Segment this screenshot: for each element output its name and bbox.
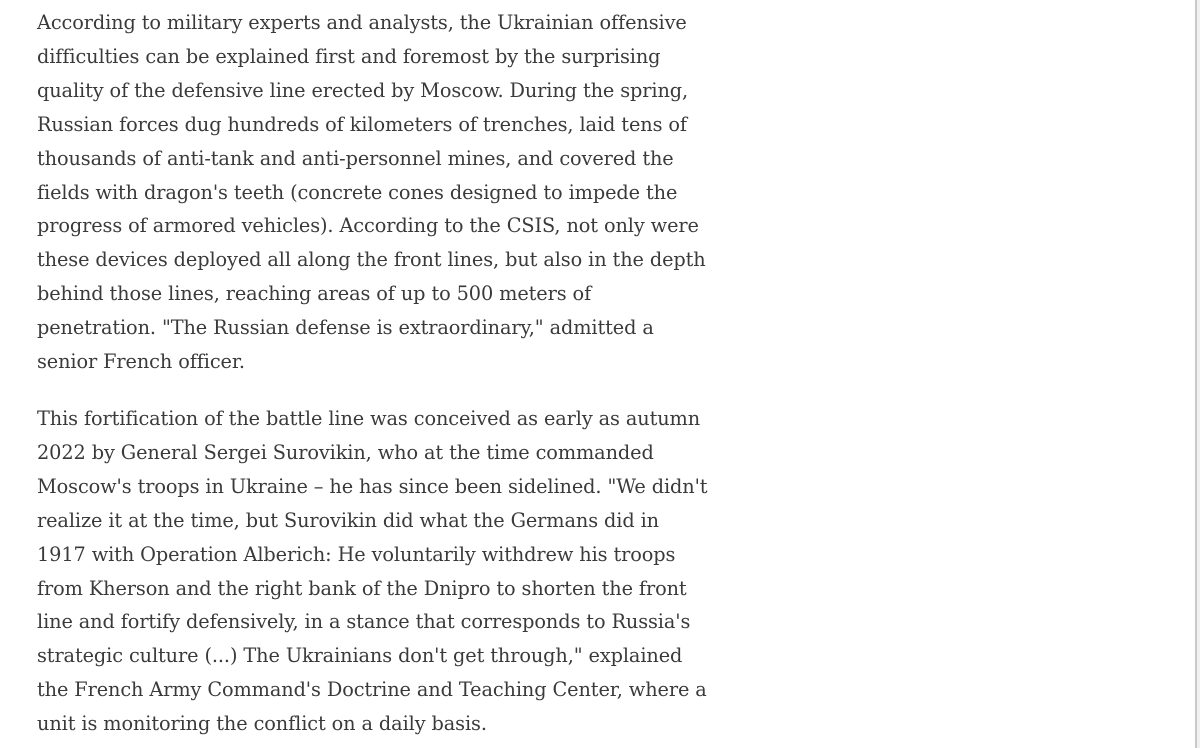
scrollbar-edge[interactable] — [1195, 0, 1197, 748]
article-paragraph-1: According to military experts and analysts, the Ukrainian offensive difficulties can be explained first and foremost by the surprising quality of the defensive line erected by Moscow. During the spring, Russian forces dug hundreds of kilometers of trenches, laid tens of thousands of anti-tank and anti-personnel mines, and covered the fields with dragon's teeth (concrete cones designed to impede the progress of armored vehicles). According to the CSIS, not only were these devices deployed all along the front lines, but also in the depth behind those lines, reaching areas of up to 500 meters of penetration. "The Russian defense is extraordinary," admitted a senior French officer. — [37, 11, 706, 374]
article-paragraph-2: This fortification of the battle line was conceived as early as autumn 2022 by General Sergei Surovikin, who at the time commanded Moscow's troops in Ukraine – he has since been sidelined. "We didn't realize it at the time, but Surovikin did what the Germans did in 1917 with Operation Alberich: He voluntarily withdrew his troops from Kherson and the right bank of the Dnipro to shorten the front line and fortify defensively, in a stance that corresponds to Russia's strategic culture (...) The Ukrainians don't get through," explained the French Army Command's Doctrine and Teaching Center, where a unit is monitoring the conflict on a daily basis. — [37, 406, 708, 736]
article-body — [37, 6, 713, 748]
